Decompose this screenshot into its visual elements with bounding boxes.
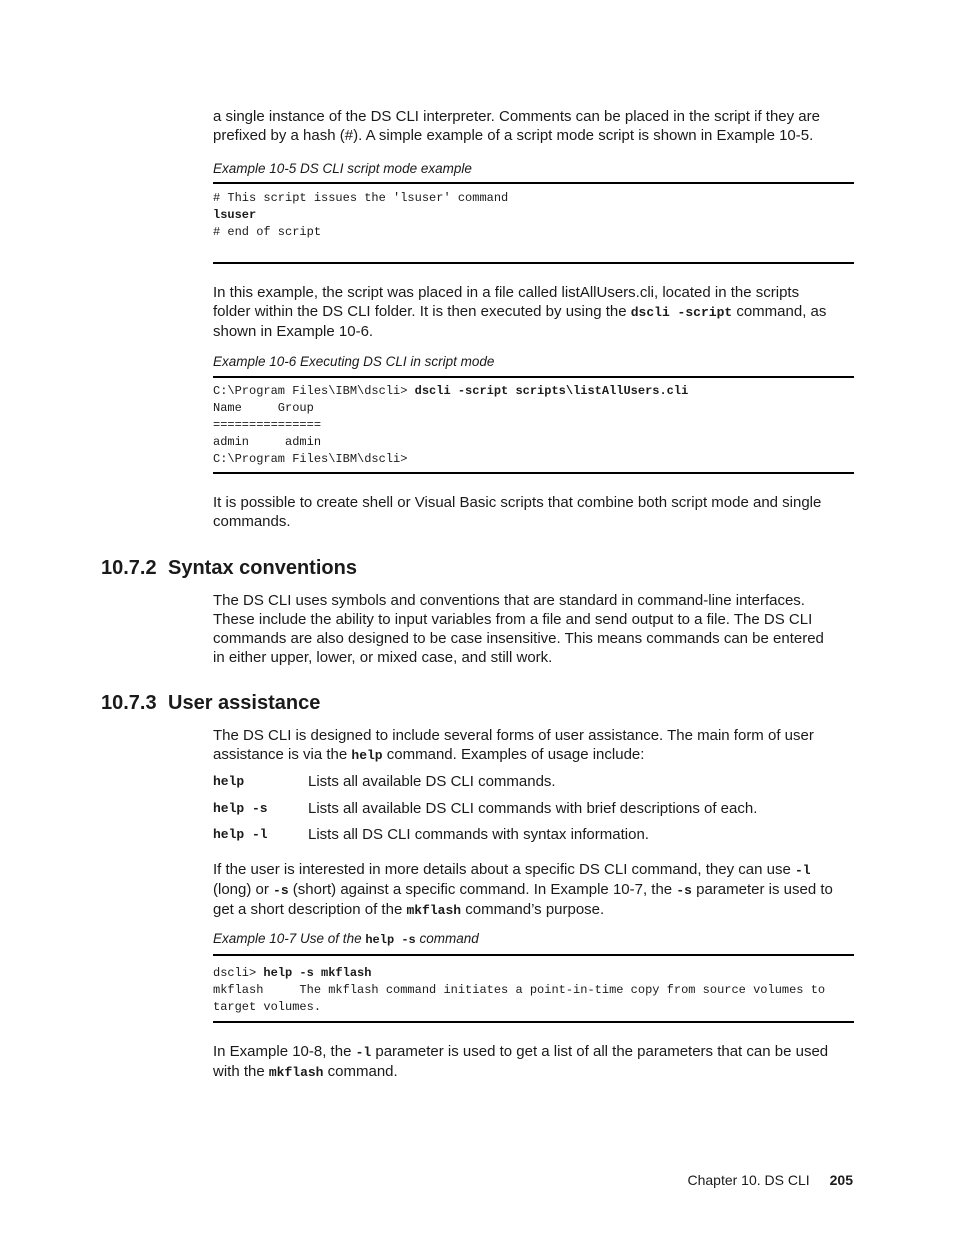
code-prompt: C:\Program Files\IBM\dscli> [213, 384, 415, 398]
text-line: a single instance of the DS CLI interpreter. Comments can be placed in the script if they are [213, 108, 820, 125]
help-definition-list [213, 772, 854, 852]
section-title: User assistance [168, 692, 321, 714]
example-10-6-code-block [213, 376, 854, 474]
inline-code: mkflash [268, 1065, 324, 1080]
page-number: 205 [829, 1172, 853, 1188]
syntax-conventions-paragraph [213, 591, 854, 667]
text-line: commands. [213, 513, 291, 530]
text-span: (short) against a specific command. In Example 10-7, the [288, 881, 677, 898]
example-10-6-caption: Example 10-6 Executing DS CLI in script mode [213, 354, 495, 369]
text-span: command. Examples of usage include: [382, 746, 645, 763]
text-line: The DS CLI uses symbols and conventions that are standard in command-line interfaces. [213, 592, 805, 609]
section-number: 10.7.2 [101, 557, 157, 579]
text-line: The DS CLI is designed to include several forms of user assistance. The main form of user [213, 727, 814, 744]
definition-term: help -s [213, 800, 268, 816]
code-line: admin admin [213, 435, 322, 449]
code-prompt: dscli> [213, 966, 264, 980]
caption-span: Example 10-7 Use of the [213, 931, 366, 946]
code-command: help -s mkflash [263, 966, 372, 980]
code-command: dscli -script scripts\listAllUsers.cli [414, 384, 689, 398]
inline-code: dscli -script [630, 305, 733, 320]
text-line: commands are also designed to be case insensitive. This means commands can be entered [213, 630, 824, 647]
definition-desc: Lists all available DS CLI commands with brief descriptions of each. [308, 799, 758, 817]
intro-paragraph [213, 107, 854, 145]
example-10-5-code-block [213, 182, 854, 264]
text-span: parameter is used to [691, 881, 833, 898]
text-line: prefixed by a hash (#). A simple example of a script mode script is shown in Example 10-5. [213, 127, 814, 144]
definition-row [213, 825, 854, 852]
script-file-paragraph [213, 283, 854, 341]
inline-code: -l [355, 1045, 372, 1060]
inline-code: -s [676, 883, 692, 898]
text-span: command, as [732, 303, 827, 320]
example-10-7-caption [213, 931, 854, 947]
caption-span: command [415, 931, 479, 946]
example-10-5-caption: Example 10-5 DS CLI script mode example [213, 161, 472, 176]
definition-desc: Lists all DS CLI commands with syntax information. [308, 826, 649, 843]
inline-code: help -s [365, 933, 416, 947]
text-line: shown in Example 10-6. [213, 323, 374, 340]
definition-term: help [213, 774, 245, 789]
text-span: If the user is interested in more details about a specific DS CLI command, they can use [213, 861, 795, 878]
text-span: folder within the DS CLI folder. It is then executed by using the [213, 303, 631, 320]
code-line: target volumes. [213, 1000, 322, 1014]
definition-row [213, 772, 854, 799]
text-line: It is possible to create shell or Visual Basic scripts that combine both script mode and single [213, 494, 822, 511]
final-paragraph [213, 1042, 854, 1082]
code-line-command: lsuser [213, 208, 257, 222]
text-line: in either upper, lower, or mixed case, and still work. [213, 649, 553, 666]
footer-chapter: Chapter 10. DS CLI [687, 1172, 810, 1188]
code-line: # This script issues the 'lsuser' command [213, 191, 509, 205]
code-line: Name Group [213, 401, 314, 415]
text-span: (long) or [213, 881, 274, 898]
inline-code: -l [794, 863, 811, 878]
definition-term: help -l [213, 827, 268, 842]
text-span: command’s purpose. [461, 901, 605, 918]
code-line: # end of script [213, 225, 322, 239]
text-span: assistance is via the [213, 746, 352, 763]
user-assistance-paragraph [213, 726, 854, 765]
text-line: These include the ability to input variables from a file and send output to a file. The DS CLI [213, 611, 813, 628]
text-span: get a short description of the [213, 901, 407, 918]
details-paragraph [213, 860, 854, 920]
text-span: parameter is used to get a list of all the parameters that can be used [371, 1043, 829, 1060]
definition-desc: Lists all available DS CLI commands. [308, 773, 556, 790]
text-span: In Example 10-8, the [213, 1043, 356, 1060]
code-line: mkflash The mkflash command initiates a point-in-time copy from source volumes to [213, 983, 826, 997]
example-10-7-code-block [213, 954, 854, 1023]
text-span: with the [213, 1063, 269, 1080]
inline-code: mkflash [406, 903, 462, 918]
page-footer [687, 1172, 853, 1188]
section-heading-10-7-3 [101, 692, 320, 715]
inline-code: -s [273, 883, 289, 898]
section-number: 10.7.3 [101, 692, 157, 714]
code-line: C:\Program Files\IBM\dscli> [213, 452, 408, 466]
section-heading-10-7-2 [101, 557, 357, 580]
inline-code: help [351, 748, 383, 763]
text-line: In this example, the script was placed in a file called listAllUsers.cli, located in the scripts [213, 284, 800, 301]
section-title: Syntax conventions [168, 557, 357, 579]
definition-row [213, 799, 854, 826]
shell-scripts-paragraph [213, 493, 854, 531]
text-span: command. [323, 1063, 398, 1080]
code-line: =============== [213, 418, 322, 432]
